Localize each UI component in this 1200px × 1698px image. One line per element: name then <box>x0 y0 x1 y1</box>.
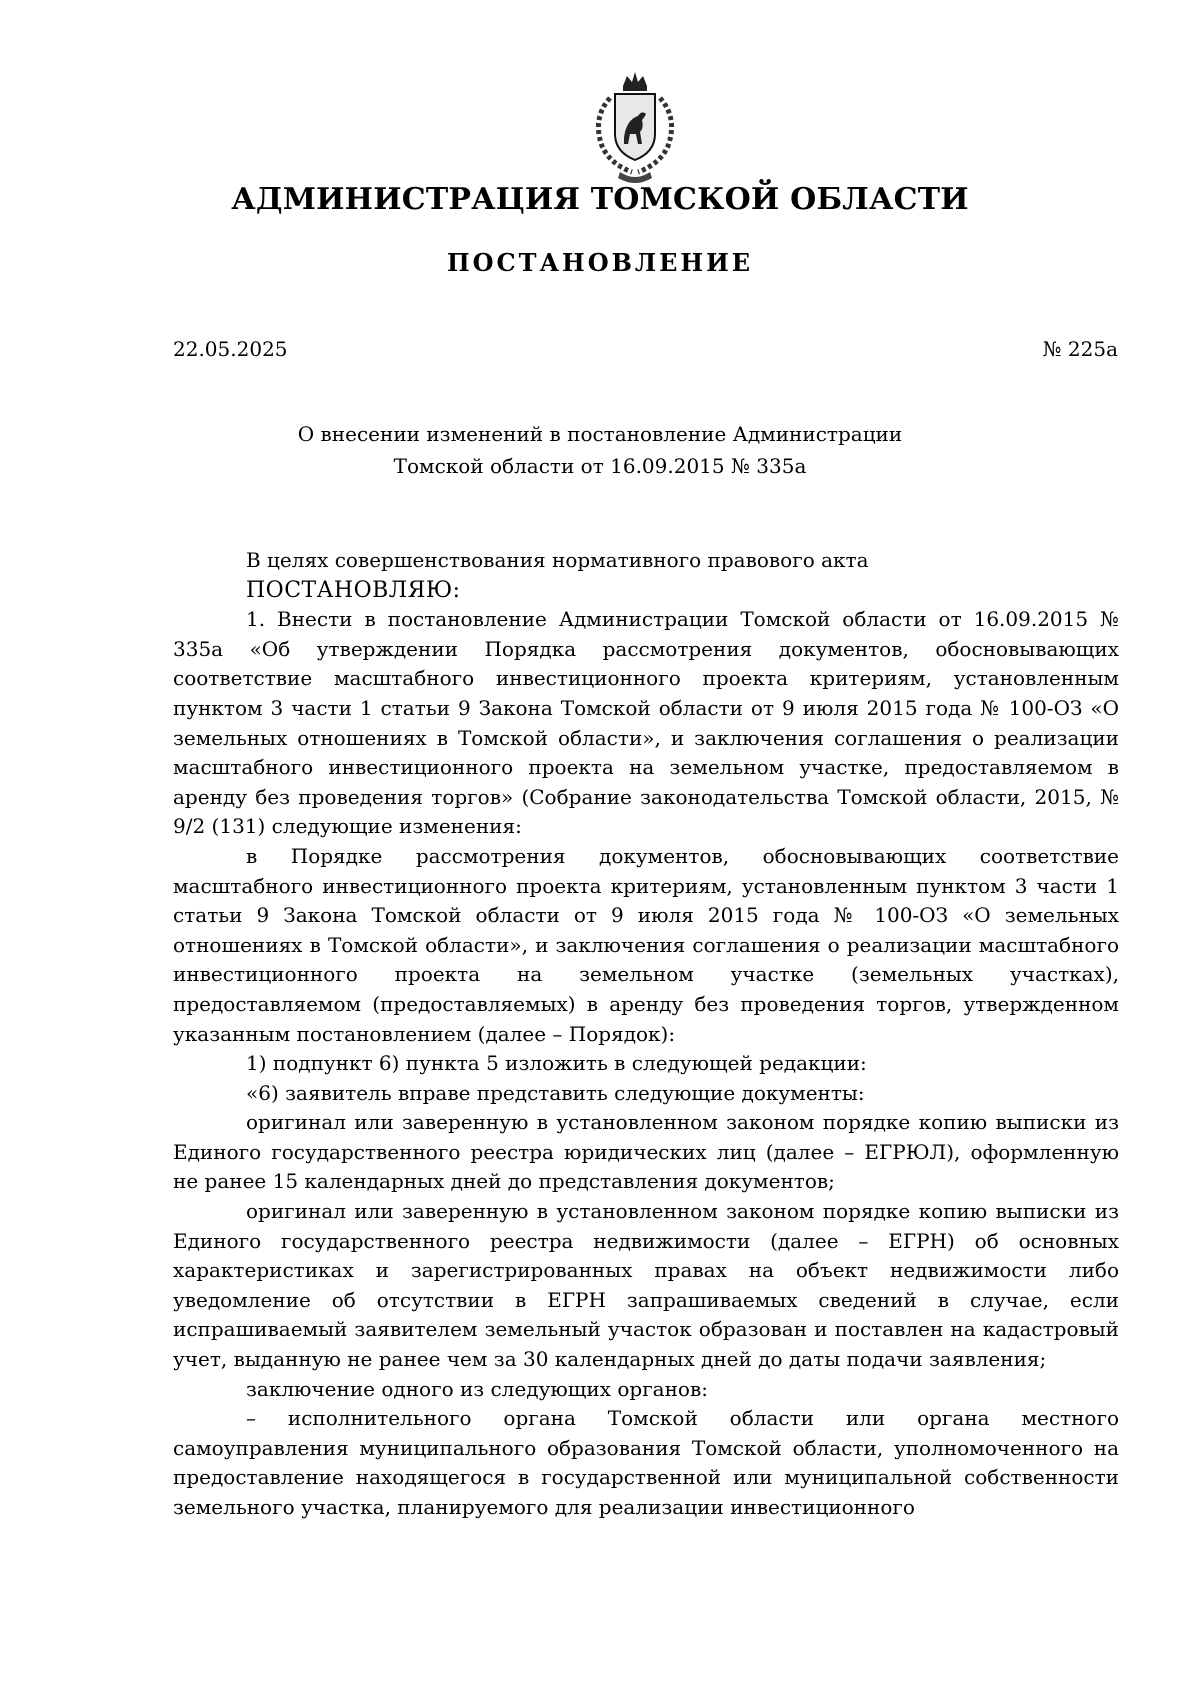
subject-line-1: О внесении изменений в постановление Администрации <box>297 422 903 446</box>
organization-title: АДМИНИСТРАЦИЯ ТОМСКОЙ ОБЛАСТИ <box>231 182 969 217</box>
body-paragraph: оригинал или заверенную в установленном законом порядке копию выписки из Единого государственного реестра юридических лиц (далее – ЕГРЮЛ), оформленную не ранее 15 календарных дней до представления документов; <box>173 1110 1119 1194</box>
decree-word: ПОСТАНОВЛЯЮ: <box>246 577 461 603</box>
body-paragraph: 1. Внести в постановление Администрации Томской области от 16.09.2015 № 335а «Об утверждении Порядка рассмотрения документов, обосновывающих соответствие масштабного инвестиционного проекта критериям, установленным пунктом 3 части 1 статьи 9 Закона Томской области от 9 июля 2015 года № 100-ОЗ «О земельных отношениях в Томской области», и заключения соглашения о реализации масштабного инвестиционного проекта на земельном участке, предоставляемом в аренду без проведения торгов» (Собрание законодательства Томской области, 2015, № 9/2 (131) следующие изменения: <box>173 607 1119 839</box>
document-number: № 225а <box>1042 337 1118 361</box>
body-paragraph: оригинал или заверенную в установленном законом порядке копию выписки из Единого государственного реестра недвижимости (далее – ЕГРН) об основных характеристиках и зарегистрированных правах на объект недвижимости либо уведомление об отсутствии в ЕГРН запрашиваемых сведений в случае, если испрашиваемый заявителем земельный участок образован и поставлен на кадастровый учет, выданную не ранее чем за 30 календарных дней до даты подачи заявления; <box>173 1199 1119 1372</box>
document-type: ПОСТАНОВЛЕНИЕ <box>446 248 754 277</box>
body-paragraph: – исполнительного органа Томской области или органа местного самоуправления муниципального образования Томской области, уполномоченного на предоставление находящегося в государственной или муниципальной собственности земельного участка, планируемого для реализации инвестиционного <box>173 1406 1119 1519</box>
document-subject <box>0 418 1200 482</box>
body-paragraph: 1) подпункт 6) пункта 5 изложить в следующей редакции: <box>246 1051 867 1076</box>
body-paragraph: в Порядке рассмотрения документов, обосновывающих соответствие масштабного инвестиционного проекта критериям, установленным пунктом 3 части 1 статьи 9 Закона Томской области от 9 июля 2015 года № 100-ОЗ «О земельных отношениях в Томской области», и заключения соглашения о реализации масштабного инвестиционного проекта на земельном участке (земельных участках), предоставляемом (предоставляемых) в аренду без проведения торгов, утвержденном указанным постановлением (далее – Порядок): <box>173 843 1119 1046</box>
document-date: 22.05.2025 <box>173 337 288 361</box>
body-paragraph: заключение одного из следующих органов: <box>246 1376 708 1401</box>
coat-of-arms-icon <box>580 68 690 188</box>
subject-line-2: Томской области от 16.09.2015 № 335а <box>393 454 807 478</box>
body-paragraph: В целях совершенствования нормативного правового акта <box>246 548 869 572</box>
body-paragraph: «6) заявитель вправе представить следующие документы: <box>246 1080 865 1105</box>
document-body <box>173 546 1119 1523</box>
